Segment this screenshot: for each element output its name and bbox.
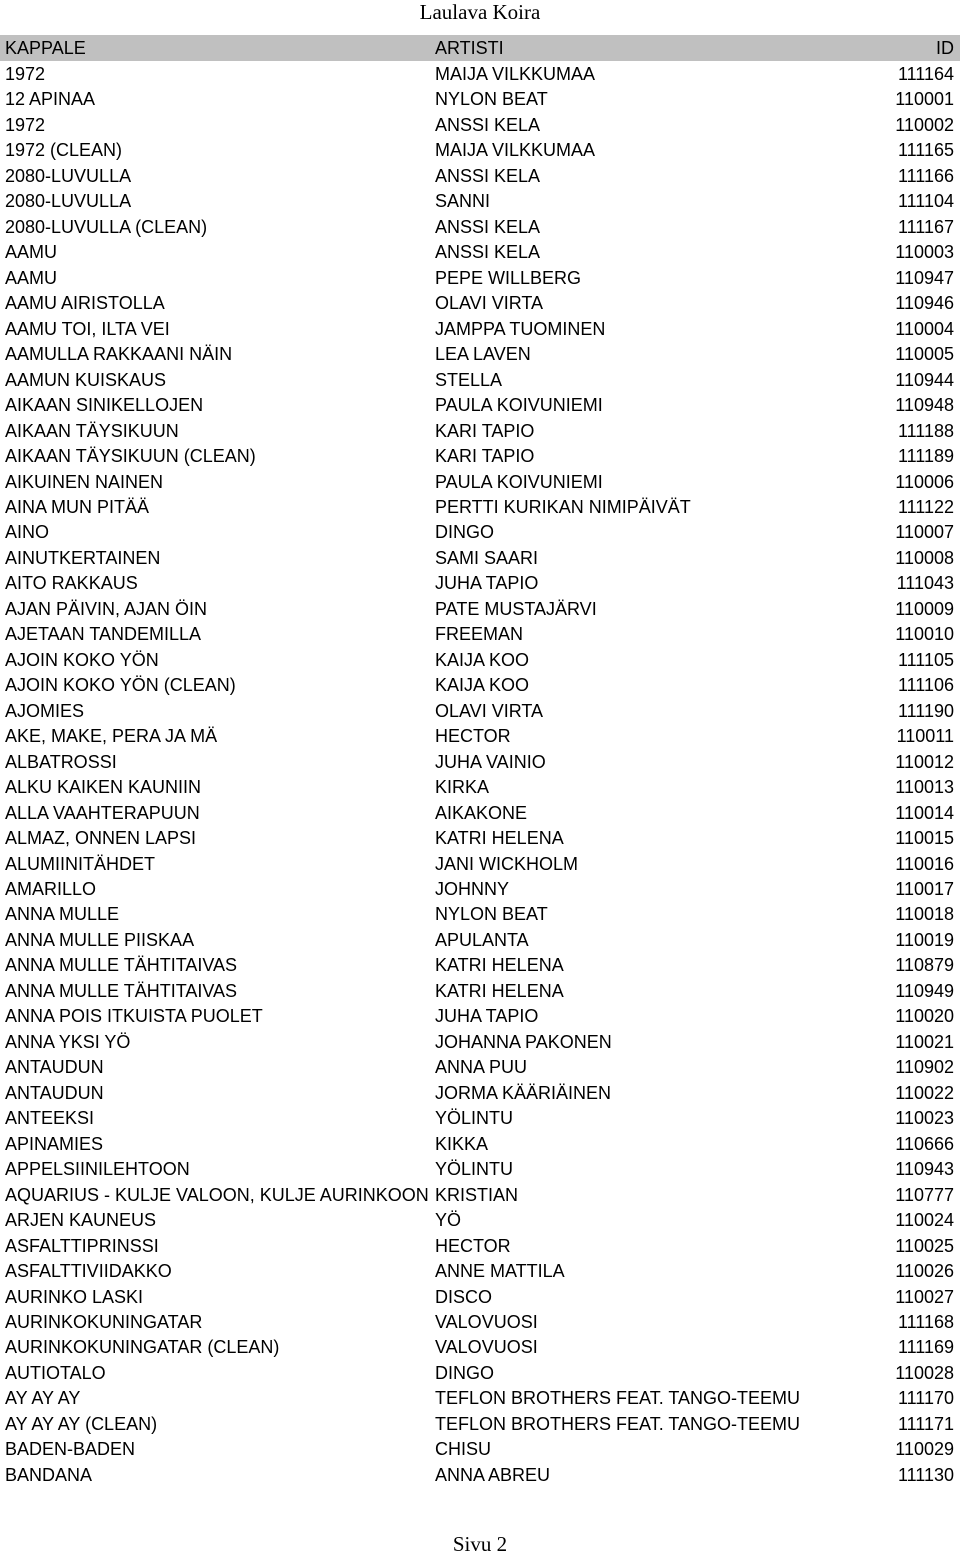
table-row <box>0 163 960 188</box>
table-row <box>0 1156 960 1181</box>
artist-cell: NYLON BEAT <box>435 89 548 110</box>
table-row <box>0 698 960 723</box>
song-id-cell: 111106 <box>897 675 954 696</box>
song-title-cell: AJOIN KOKO YÖN (CLEAN) <box>5 675 236 696</box>
song-id-cell: 110008 <box>895 547 954 568</box>
song-title-cell: AJAN PÄIVIN, AJAN ÖIN <box>5 598 208 619</box>
song-title-cell: AY AY AY <box>5 1388 81 1409</box>
artist-cell: KIRKA <box>435 777 490 798</box>
artist-cell: HECTOR <box>435 726 511 747</box>
artist-cell: JUHA VAINIO <box>435 751 546 772</box>
song-id-cell: 111167 <box>897 216 954 237</box>
artist-cell: KARI TAPIO <box>435 420 535 441</box>
song-id-cell: 110023 <box>895 1108 954 1129</box>
song-id-cell: 111166 <box>897 165 954 186</box>
song-id-cell: 110013 <box>895 777 954 798</box>
artist-cell: KRISTIAN <box>435 1184 519 1205</box>
artist-cell: TEFLON BROTHERS FEAT. TANGO-TEEMU <box>435 1388 801 1409</box>
table-row <box>0 1182 960 1207</box>
table-row <box>0 1258 960 1283</box>
table-row <box>0 1411 960 1436</box>
artist-cell: ANNE MATTILA <box>435 1261 565 1282</box>
song-id-cell: 110028 <box>895 1362 954 1383</box>
table-row <box>0 1385 960 1410</box>
song-id-cell: 110946 <box>895 293 954 314</box>
song-id-cell: 110016 <box>895 853 954 874</box>
table-row <box>0 112 960 137</box>
song-id-cell: 110019 <box>895 929 954 950</box>
table-row <box>0 800 960 825</box>
song-title-cell: 2080-LUVULLA (CLEAN) <box>5 216 208 237</box>
table-row <box>0 876 960 901</box>
song-id-cell: 110018 <box>895 904 954 925</box>
song-id-cell: 111190 <box>897 700 954 721</box>
song-id-cell: 110014 <box>895 802 954 823</box>
page-number: Sivu 2 <box>452 1532 508 1556</box>
song-id-cell: 110001 <box>895 89 954 110</box>
table-row <box>0 978 960 1003</box>
artist-cell: STELLA <box>435 369 503 390</box>
song-title-cell: APINAMIES <box>5 1133 104 1154</box>
table-row <box>0 774 960 799</box>
song-id-cell: 110020 <box>895 1006 954 1027</box>
song-title-cell: ANNA POIS ITKUISTA PUOLET <box>5 1006 263 1027</box>
song-title-cell: AINA MUN PITÄÄ <box>5 496 150 517</box>
song-title-cell: AURINKOKUNINGATAR (CLEAN) <box>5 1337 280 1358</box>
artist-cell: ANSSI KELA <box>435 216 541 237</box>
song-title-cell: AJETAAN TANDEMILLA <box>5 624 202 645</box>
artist-cell: KATRI HELENA <box>435 955 564 976</box>
song-title-cell: 1972 (CLEAN) <box>5 140 123 161</box>
song-title-cell: 1972 <box>5 114 46 135</box>
song-id-cell: 110026 <box>895 1261 954 1282</box>
artist-cell: ANNA ABREU <box>435 1464 551 1485</box>
table-row <box>0 469 960 494</box>
artist-cell: MAIJA VILKKUMAA <box>435 140 596 161</box>
song-title-cell: AINO <box>5 522 50 543</box>
artist-cell: TEFLON BROTHERS FEAT. TANGO-TEEMU <box>435 1413 801 1434</box>
song-id-cell: 110025 <box>895 1235 954 1256</box>
artist-cell: KATRI HELENA <box>435 980 564 1001</box>
artist-cell: APULANTA <box>435 929 529 950</box>
table-row <box>0 723 960 748</box>
table-row <box>0 494 960 519</box>
song-title-cell: ALUMIINITÄHDET <box>5 853 156 874</box>
song-id-cell: 111171 <box>897 1413 954 1434</box>
song-title-cell: ALLA VAAHTERAPUUN <box>5 802 200 823</box>
artist-cell: DINGO <box>435 522 495 543</box>
song-title-cell: 1972 <box>5 64 46 84</box>
song-title-cell: ANTAUDUN <box>5 1057 104 1078</box>
song-title-cell: AKE, MAKE, PERA JA MÄ <box>5 726 218 747</box>
artist-cell: JUHA TAPIO <box>435 573 539 594</box>
table-body <box>0 61 960 1487</box>
song-title-cell: ANNA MULLE TÄHTITAIVAS <box>5 955 238 976</box>
table-row <box>0 1284 960 1309</box>
song-title-cell: AIKUINEN NAINEN <box>5 471 164 492</box>
column-header-artist: ARTISTI <box>435 38 504 58</box>
artist-cell: PAULA KOIVUNIEMI <box>435 395 603 416</box>
song-title-cell: BANDANA <box>5 1464 93 1485</box>
song-id-cell: 111122 <box>897 496 954 517</box>
artist-cell: OLAVI VIRTA <box>435 293 544 314</box>
song-title-cell: 12 APINAA <box>5 89 96 110</box>
song-title-cell: AAMU <box>5 242 58 263</box>
song-title-cell: AAMUN KUISKAUS <box>5 369 167 390</box>
table-row <box>0 1207 960 1232</box>
song-id-cell: 110009 <box>895 598 954 619</box>
artist-cell: PEPE WILLBERG <box>435 267 582 288</box>
song-id-cell: 110666 <box>895 1133 954 1154</box>
artist-cell: OLAVI VIRTA <box>435 700 544 721</box>
song-title-cell: AY AY AY (CLEAN) <box>5 1413 158 1434</box>
song-title-cell: ALKU KAIKEN KAUNIIN <box>5 777 202 798</box>
table-row <box>0 1334 960 1359</box>
table-row <box>0 672 960 697</box>
song-id-cell: 110004 <box>895 318 954 339</box>
table-row <box>0 1462 960 1487</box>
table-row <box>0 392 960 417</box>
table-row <box>0 418 960 443</box>
song-title-cell: AAMU TOI, ILTA VEI <box>5 318 170 339</box>
song-title-cell: AITO RAKKAUS <box>5 573 138 594</box>
table-row <box>0 188 960 213</box>
song-title-cell: AIKAAN TÄYSIKUUN (CLEAN) <box>5 446 256 467</box>
artist-cell: ANNA PUU <box>435 1057 528 1078</box>
song-title-cell: AIKAAN SINIKELLOJEN <box>5 395 204 416</box>
artist-cell: ANSSI KELA <box>435 165 541 186</box>
song-title-cell: AUTIOTALO <box>5 1362 106 1383</box>
song-id-cell: 111104 <box>897 191 954 212</box>
song-id-cell: 111170 <box>897 1388 954 1409</box>
artist-cell: ANSSI KELA <box>435 114 541 135</box>
table-row <box>0 1360 960 1385</box>
song-id-cell: 110007 <box>895 522 954 543</box>
table-row <box>0 1054 960 1079</box>
table-row <box>0 214 960 239</box>
artist-cell: LEA LAVEN <box>435 344 531 365</box>
song-id-cell: 110017 <box>895 879 954 899</box>
artist-cell: PAULA KOIVUNIEMI <box>435 471 603 492</box>
artist-cell: KIKKA <box>435 1133 489 1154</box>
table-row <box>0 239 960 264</box>
song-title-cell: AURINKO LASKI <box>5 1286 144 1307</box>
song-title-cell: ANNA YKSI YÖ <box>5 1031 131 1052</box>
table-row <box>0 952 960 977</box>
song-id-cell: 110006 <box>895 471 954 492</box>
table-row <box>0 825 960 850</box>
song-id-cell: 110879 <box>895 955 954 976</box>
song-id-cell: 111169 <box>897 1337 954 1358</box>
table-row <box>0 61 960 86</box>
song-id-cell: 110948 <box>895 395 954 416</box>
song-id-cell: 111043 <box>896 573 954 594</box>
table-row <box>0 316 960 341</box>
artist-cell: YÖLINTU <box>435 1159 514 1180</box>
artist-cell: SAMI SAARI <box>435 547 539 568</box>
artist-cell: ANSSI KELA <box>435 242 541 263</box>
table-row <box>0 1131 960 1156</box>
song-id-cell: 111130 <box>897 1464 954 1485</box>
table-row <box>0 927 960 952</box>
table-row <box>0 1080 960 1105</box>
table-row <box>0 341 960 366</box>
song-title-cell: ASFALTTIVIIDAKKO <box>5 1261 172 1282</box>
song-id-cell: 111165 <box>897 140 954 161</box>
artist-cell: DINGO <box>435 1362 495 1383</box>
song-id-cell: 111105 <box>897 649 954 670</box>
artist-cell: PATE MUSTAJÄRVI <box>435 598 597 619</box>
table-row <box>0 545 960 570</box>
table-row <box>0 621 960 646</box>
artist-cell: KARI TAPIO <box>435 446 535 467</box>
song-title-cell: 2080-LUVULLA <box>5 165 132 186</box>
song-title-cell: APPELSIINILEHTOON <box>5 1159 190 1180</box>
song-id-cell: 110015 <box>895 828 954 849</box>
song-id-cell: 110011 <box>896 726 954 747</box>
artist-cell: VALOVUOSI <box>435 1311 538 1332</box>
song-title-cell: AINUTKERTAINEN <box>5 547 161 568</box>
column-header-id: ID <box>936 38 954 58</box>
song-id-cell: 110002 <box>895 114 954 135</box>
song-title-cell: ANNA MULLE <box>5 904 120 925</box>
song-title-cell: BADEN-BADEN <box>5 1439 136 1460</box>
table-row <box>0 596 960 621</box>
song-id-cell: 110777 <box>895 1184 954 1205</box>
song-title-cell: AAMULLA RAKKAANI NÄIN <box>5 344 233 365</box>
song-title-cell: ANNA MULLE PIISKAA <box>5 929 195 950</box>
song-title-cell: ALMAZ, ONNEN LAPSI <box>5 828 197 849</box>
page-title: Laulava Koira <box>419 0 541 24</box>
song-title-cell: AURINKOKUNINGATAR <box>5 1311 203 1332</box>
table-header-row <box>0 35 960 61</box>
song-id-cell: 110949 <box>895 980 954 1001</box>
song-id-cell: 110003 <box>895 242 954 263</box>
song-title-cell: ALBATROSSI <box>5 751 117 772</box>
artist-cell: PERTTI KURIKAN NIMIPÄIVÄT <box>435 496 691 517</box>
song-title-cell: AQUARIUS - KULJE VALOON, KULJE AURINKOON <box>5 1184 429 1205</box>
song-title-cell: AAMU AIRISTOLLA <box>5 293 165 314</box>
song-id-cell: 111164 <box>897 64 954 84</box>
artist-cell: CHISU <box>435 1439 492 1460</box>
artist-cell: JAMPPA TUOMINEN <box>435 318 606 339</box>
table-row <box>0 86 960 111</box>
table-row <box>0 851 960 876</box>
song-title-cell: ASFALTTIPRINSSI <box>5 1235 159 1256</box>
artist-cell: YÖLINTU <box>435 1108 514 1129</box>
song-title-cell: AMARILLO <box>5 879 97 899</box>
song-title-cell: ANNA MULLE TÄHTITAIVAS <box>5 980 238 1001</box>
song-id-cell: 110005 <box>895 344 954 365</box>
table-row <box>0 1436 960 1461</box>
table-row <box>0 1003 960 1028</box>
song-title-cell: ARJEN KAUNEUS <box>5 1210 157 1231</box>
table-row <box>0 1309 960 1334</box>
table-row <box>0 901 960 926</box>
artist-cell: JOHNNY <box>435 879 510 899</box>
song-id-cell: 110022 <box>895 1082 954 1103</box>
song-id-cell: 110029 <box>895 1439 954 1460</box>
artist-cell: KAIJA KOO <box>435 675 530 696</box>
artist-cell: JOHANNA PAKONEN <box>435 1031 612 1052</box>
song-id-cell: 110027 <box>895 1286 954 1307</box>
table-row <box>0 647 960 672</box>
song-id-cell: 110010 <box>895 624 954 645</box>
artist-cell: KATRI HELENA <box>435 828 564 849</box>
artist-cell: VALOVUOSI <box>435 1337 538 1358</box>
song-title-cell: ANTEEKSI <box>5 1108 95 1129</box>
artist-cell: YÖ <box>435 1210 462 1231</box>
song-title-cell: AJOMIES <box>5 700 85 721</box>
song-id-cell: 110947 <box>895 267 954 288</box>
artist-cell: KAIJA KOO <box>435 649 530 670</box>
table-row <box>0 570 960 595</box>
song-title-cell: 2080-LUVULLA <box>5 191 132 212</box>
song-id-cell: 110943 <box>895 1159 954 1180</box>
song-id-cell: 110024 <box>895 1210 954 1231</box>
table-row <box>0 1105 960 1130</box>
song-id-cell: 111168 <box>897 1311 954 1332</box>
artist-cell: AIKAKONE <box>435 802 528 823</box>
song-id-cell: 110944 <box>895 369 954 390</box>
table-row <box>0 290 960 315</box>
song-table <box>0 35 960 1487</box>
table-row <box>0 1233 960 1258</box>
table-row <box>0 749 960 774</box>
song-id-cell: 111189 <box>897 446 954 467</box>
artist-cell: MAIJA VILKKUMAA <box>435 64 596 84</box>
artist-cell: FREEMAN <box>435 624 524 645</box>
song-id-cell: 110021 <box>895 1031 954 1052</box>
artist-cell: DISCO <box>435 1286 493 1307</box>
artist-cell: JANI WICKHOLM <box>435 853 579 874</box>
song-title-cell: AAMU <box>5 267 58 288</box>
artist-cell: JUHA TAPIO <box>435 1006 539 1027</box>
table-row <box>0 443 960 468</box>
artist-cell: HECTOR <box>435 1235 511 1256</box>
artist-cell: SANNI <box>435 191 491 212</box>
song-title-cell: AJOIN KOKO YÖN <box>5 649 159 670</box>
table-row <box>0 519 960 544</box>
column-header-title: KAPPALE <box>5 38 86 58</box>
song-id-cell: 111188 <box>897 420 954 441</box>
table-row <box>0 137 960 162</box>
song-id-cell: 110902 <box>895 1057 954 1078</box>
table-row <box>0 265 960 290</box>
table-row <box>0 1029 960 1054</box>
artist-cell: JORMA KÄÄRIÄINEN <box>435 1082 612 1103</box>
artist-cell: NYLON BEAT <box>435 904 548 925</box>
song-title-cell: AIKAAN TÄYSIKUUN <box>5 420 179 441</box>
song-id-cell: 110012 <box>895 751 954 772</box>
song-title-cell: ANTAUDUN <box>5 1082 104 1103</box>
table-row <box>0 367 960 392</box>
